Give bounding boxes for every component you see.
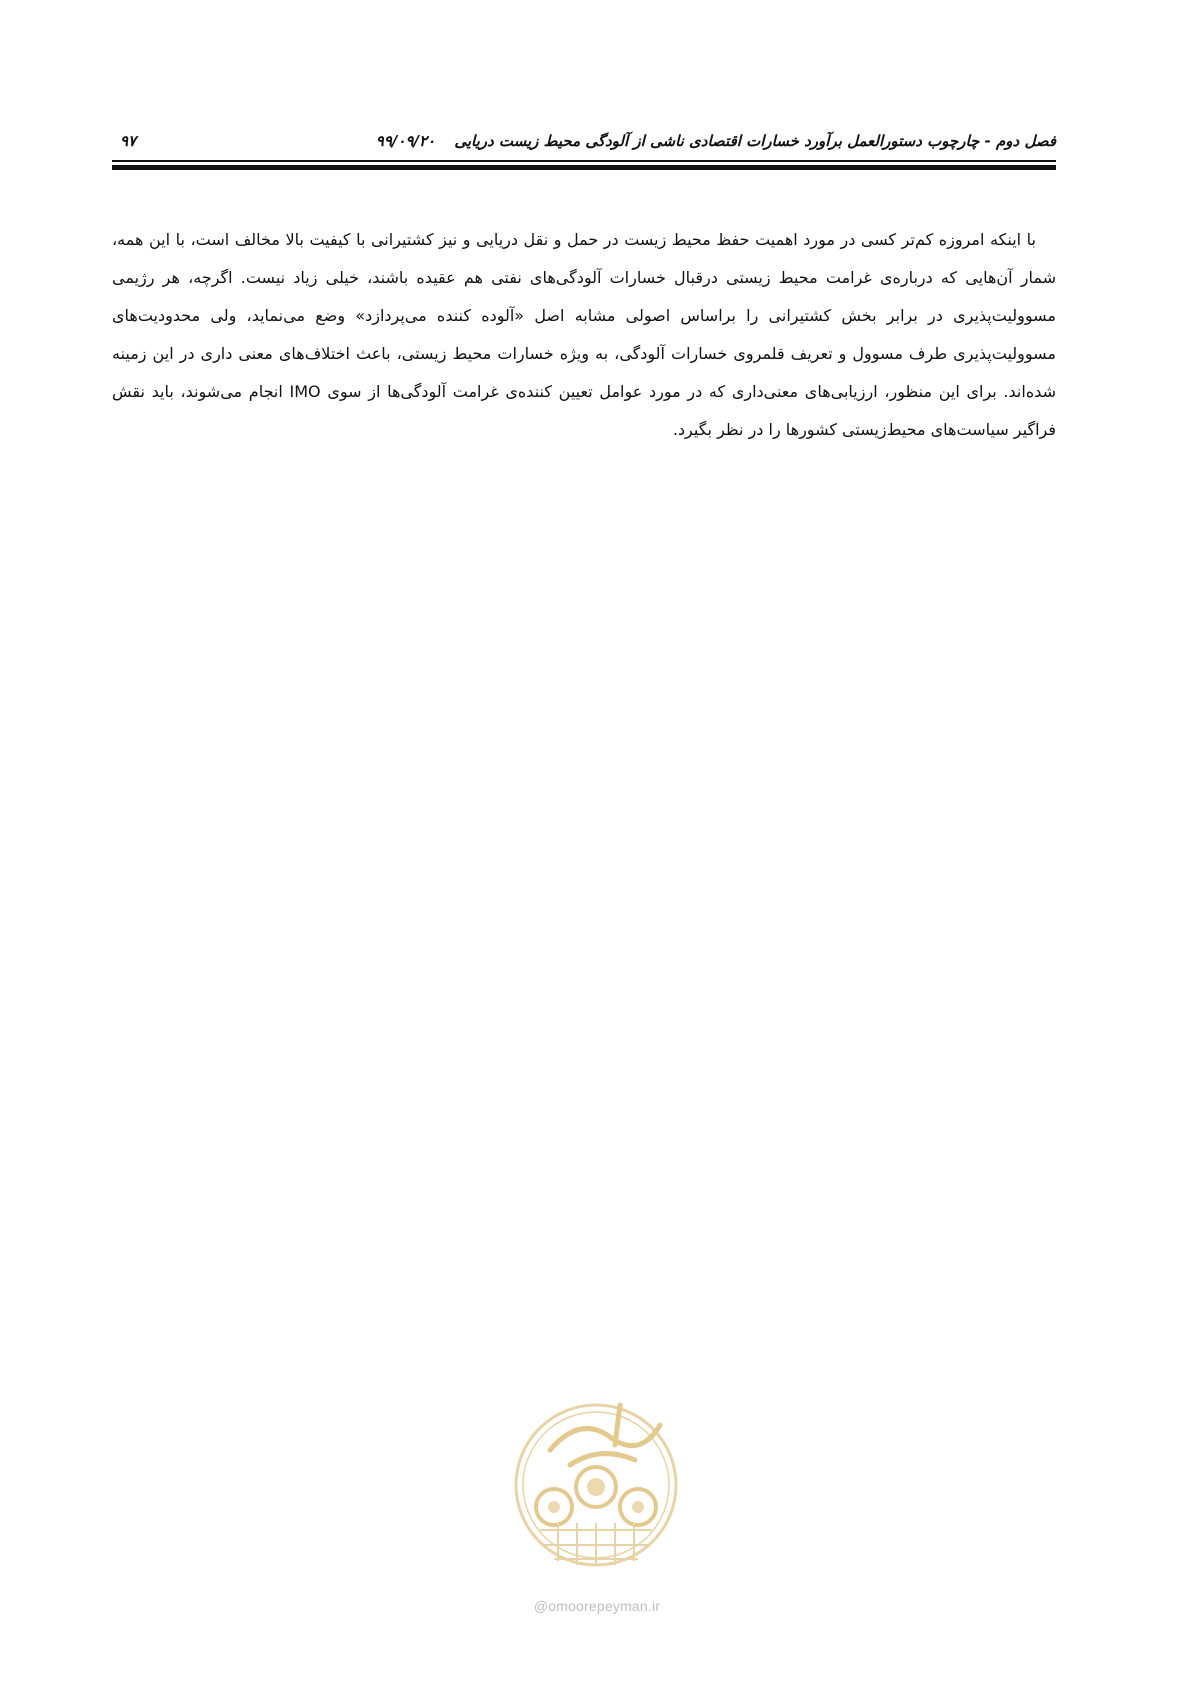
page-number: ۹۷	[120, 132, 137, 150]
header-rule-thin	[112, 160, 1056, 162]
body-paragraph: با اینکه امروزه کم‌تر کسی در مورد اهمیت حفظ محیط زیست در حمل و نقل دریایی و نیز کشتیرانی با کیفیت بالا مخالف است، با این همه، شمار آن‌هایی که درباره‌ی غرامت محیط زیستی درقبال خسارات آلودگی‌های نفتی هم عقیده باشند، خیلی زیاد نیست. اگرچه، هر رژیمی مسوولیت‌پذیری در برابر بخش کشتیرانی را براساس اصولی مشابه اصل «آلوده کننده می‌پردازد» وضع می‌نماید، ولی محدودیت‌های مسوولیت‌پذیری طرف مسوول و تعریف قلمروی خسارات آلودگی، به ویژه خسارات محیط زیستی، باعث اختلاف‌های معنی داری در این زمینه شده‌اند. برای این منظور، ارزیابی‌های معنی‌داری که در مورد عوامل تعیین کننده‌ی غرامت آلودگی‌ها از سوی IMO انجام می‌شوند، باید نقش فراگیر سیاست‌های محیط‌زیستی کشورها را در نظر بگیرد.	[112, 230, 1056, 439]
running-title	[376, 132, 1056, 150]
watermark-logo	[510, 1375, 682, 1595]
watermark-url: @omoorepeyman.ir	[533, 1598, 661, 1614]
header-date: ۹۹/۰۹/۲۰	[375, 132, 436, 150]
chapter-title: فصل دوم - چارچوب دستورالعمل برآورد خسارات اقتصادی ناشی از آلودگی محیط زیست دریایی	[454, 132, 1056, 150]
header-rule-thick	[112, 165, 1056, 170]
page-header	[112, 126, 1056, 156]
